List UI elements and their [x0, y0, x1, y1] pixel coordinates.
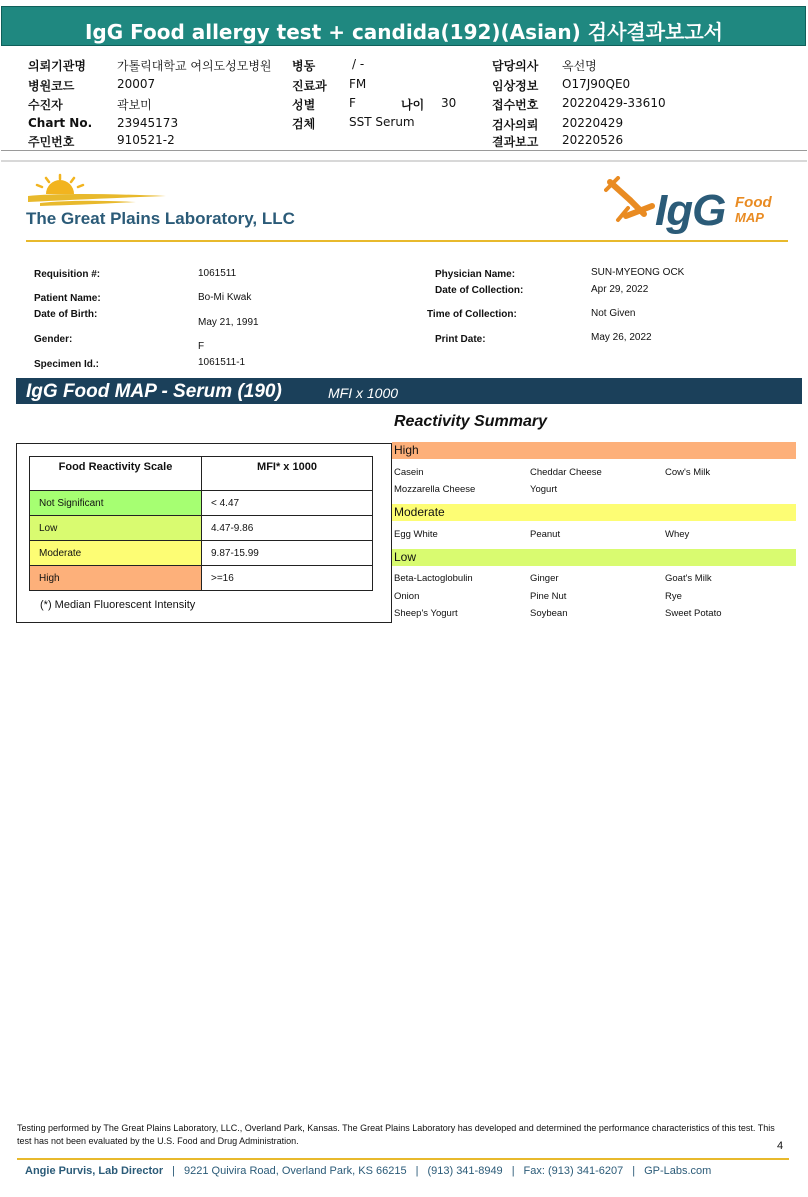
- sun-logo-icon: [26, 172, 172, 208]
- department-value: FM: [349, 77, 367, 91]
- lab-phone: (913) 341-8949: [427, 1165, 503, 1177]
- collection-date-label: Date of Collection:: [435, 285, 524, 296]
- dob-value: May 21, 1991: [198, 317, 259, 328]
- list-item: Sheep's Yogurt: [394, 608, 458, 619]
- request-date-value: 20220429: [562, 116, 624, 130]
- scale-row: [30, 491, 373, 516]
- collection-date-value: Apr 29, 2022: [591, 284, 649, 295]
- separator: |: [415, 1165, 419, 1177]
- disclaimer: Testing performed by The Great Plains Laboratory, LLC., Overland Park, Kansas. The Great Plains Laboratory has developed and determined the performance characteristics of this test. This test has not been evaluated by the U.S. Food and Drug Administration.: [17, 1123, 775, 1146]
- group-high-header: High: [392, 442, 796, 459]
- scale-row: [30, 516, 373, 541]
- chart-no-label: Chart No.: [28, 116, 93, 130]
- scale-level: Low: [30, 516, 202, 541]
- scale-row: [30, 541, 373, 566]
- scale-range: 9.87-15.99: [202, 541, 373, 566]
- lab-fax: Fax: (913) 341-6207: [523, 1165, 624, 1177]
- food-brand: Food: [735, 194, 772, 211]
- resident-no-value: 910521-2: [117, 133, 175, 147]
- lab-name: The Great Plains Laboratory, LLC: [26, 209, 295, 228]
- list-item: Beta-Lactoglobulin: [394, 573, 473, 584]
- report-title: IgG Food allergy test + candida(192)(Asian) 검사결과보고서: [84, 20, 724, 44]
- chart-no-value: 23945173: [117, 116, 179, 130]
- list-item: Onion: [394, 591, 420, 602]
- report-date-value: 20220526: [562, 133, 624, 147]
- scale-range: >=16: [202, 566, 373, 591]
- department-label: 진료과: [292, 79, 327, 93]
- age-label: 나이: [401, 98, 425, 112]
- scale-header-right: MFI* x 1000: [202, 457, 373, 491]
- list-item: Goat's Milk: [665, 573, 712, 584]
- examinee-value: 곽보미: [117, 98, 152, 112]
- physician-label: Physician Name:: [435, 269, 516, 280]
- list-item: Cow's Milk: [665, 467, 711, 478]
- sex-value: F: [349, 96, 356, 110]
- gender-label: Gender:: [34, 334, 73, 345]
- scale-table: [29, 456, 373, 591]
- list-item: Casein: [394, 467, 424, 478]
- list-item: Ginger: [530, 573, 559, 584]
- antibody-icon: [604, 176, 660, 226]
- list-item: Sweet Potato: [665, 608, 722, 619]
- page-number: 4: [777, 1140, 784, 1152]
- print-date-value: May 26, 2022: [591, 332, 652, 343]
- scale-row: [30, 566, 373, 591]
- scale-range: < 4.47: [202, 491, 373, 516]
- footer-contact: [25, 1165, 711, 1177]
- scale-level: Moderate: [30, 541, 202, 566]
- igg-brand: IgG: [655, 186, 726, 235]
- institution-value: 가톨릭대학교 여의도성모병원: [117, 59, 272, 73]
- footer-line: [17, 1158, 789, 1160]
- list-item: Pine Nut: [530, 591, 567, 602]
- collection-time-label: Time of Collection:: [427, 309, 517, 320]
- age-value: 30: [441, 96, 457, 110]
- group-moderate-header: Moderate: [392, 504, 796, 521]
- list-item: Yogurt: [530, 484, 558, 495]
- requisition-label: Requisition #:: [34, 269, 101, 280]
- institution-label: 의뢰기관명: [28, 59, 86, 73]
- dob-label: Date of Birth:: [34, 309, 98, 320]
- group-low-header: Low: [392, 549, 796, 566]
- physician-value: SUN-MYEONG OCK: [591, 267, 685, 278]
- report-date-label: 결과보고: [492, 135, 539, 149]
- requisition-value: 1061511: [198, 268, 237, 279]
- logo-underline: [26, 240, 788, 242]
- specimen-id-value: 1061511-1: [198, 357, 246, 368]
- reactivity-summary-title: Reactivity Summary: [394, 413, 547, 430]
- separator: |: [172, 1165, 176, 1177]
- clinical-info-value: O17J90QE0: [562, 77, 631, 91]
- lab-address: 9221 Quivira Road, Overland Park, KS 66215: [184, 1165, 407, 1177]
- print-date-label: Print Date:: [435, 334, 486, 345]
- doctor-value: 옥선명: [562, 59, 597, 73]
- section-title: IgG Food MAP - Serum (190): [26, 381, 282, 402]
- specimen-type-value: SST Serum: [349, 115, 415, 129]
- sex-label: 성별: [292, 98, 316, 112]
- clinical-info-label: 임상정보: [492, 79, 539, 93]
- list-item: Cheddar Cheese: [530, 467, 602, 478]
- ward-value: / -: [352, 57, 365, 71]
- doctor-label: 담당의사: [492, 59, 539, 73]
- examinee-label: 수진자: [28, 98, 63, 112]
- specimen-type-label: 검체: [292, 117, 316, 131]
- accession-label: 접수번호: [492, 98, 539, 112]
- hospital-code-value: 20007: [117, 77, 156, 91]
- specimen-id-label: Specimen Id.:: [34, 359, 100, 370]
- list-item: Soybean: [530, 608, 568, 619]
- ward-label: 병동: [292, 59, 316, 73]
- scale-header-row: [30, 457, 373, 491]
- mfi-note: (*) Median Fluorescent Intensity: [40, 599, 196, 611]
- map-brand: MAP: [735, 210, 764, 225]
- patient-name-value: Bo-Mi Kwak: [198, 292, 252, 303]
- resident-no-label: 주민번호: [28, 135, 75, 149]
- gender-value: F: [198, 341, 205, 352]
- scale-range: 4.47-9.86: [202, 516, 373, 541]
- scale-level: High: [30, 566, 202, 591]
- header-divider: [1, 150, 807, 151]
- scale-header-left: Food Reactivity Scale: [30, 457, 202, 491]
- accession-value: 20220429-33610: [562, 96, 666, 110]
- list-item: Rye: [665, 591, 682, 602]
- lab-director: Angie Purvis, Lab Director: [25, 1165, 164, 1177]
- header-divider-gray: [1, 160, 807, 162]
- scale-level: Not Significant: [30, 491, 202, 516]
- request-date-label: 검사의뢰: [492, 118, 539, 132]
- separator: |: [632, 1165, 636, 1177]
- collection-time-value: Not Given: [591, 308, 636, 319]
- separator: |: [511, 1165, 515, 1177]
- hospital-code-label: 병원코드: [28, 79, 75, 93]
- list-item: Whey: [665, 529, 690, 540]
- list-item: Peanut: [530, 529, 561, 540]
- lab-website[interactable]: GP-Labs.com: [644, 1165, 712, 1177]
- list-item: Mozzarella Cheese: [394, 484, 476, 495]
- section-subtitle: MFI x 1000: [328, 385, 399, 401]
- patient-name-label: Patient Name:: [34, 293, 101, 304]
- list-item: Egg White: [394, 529, 438, 540]
